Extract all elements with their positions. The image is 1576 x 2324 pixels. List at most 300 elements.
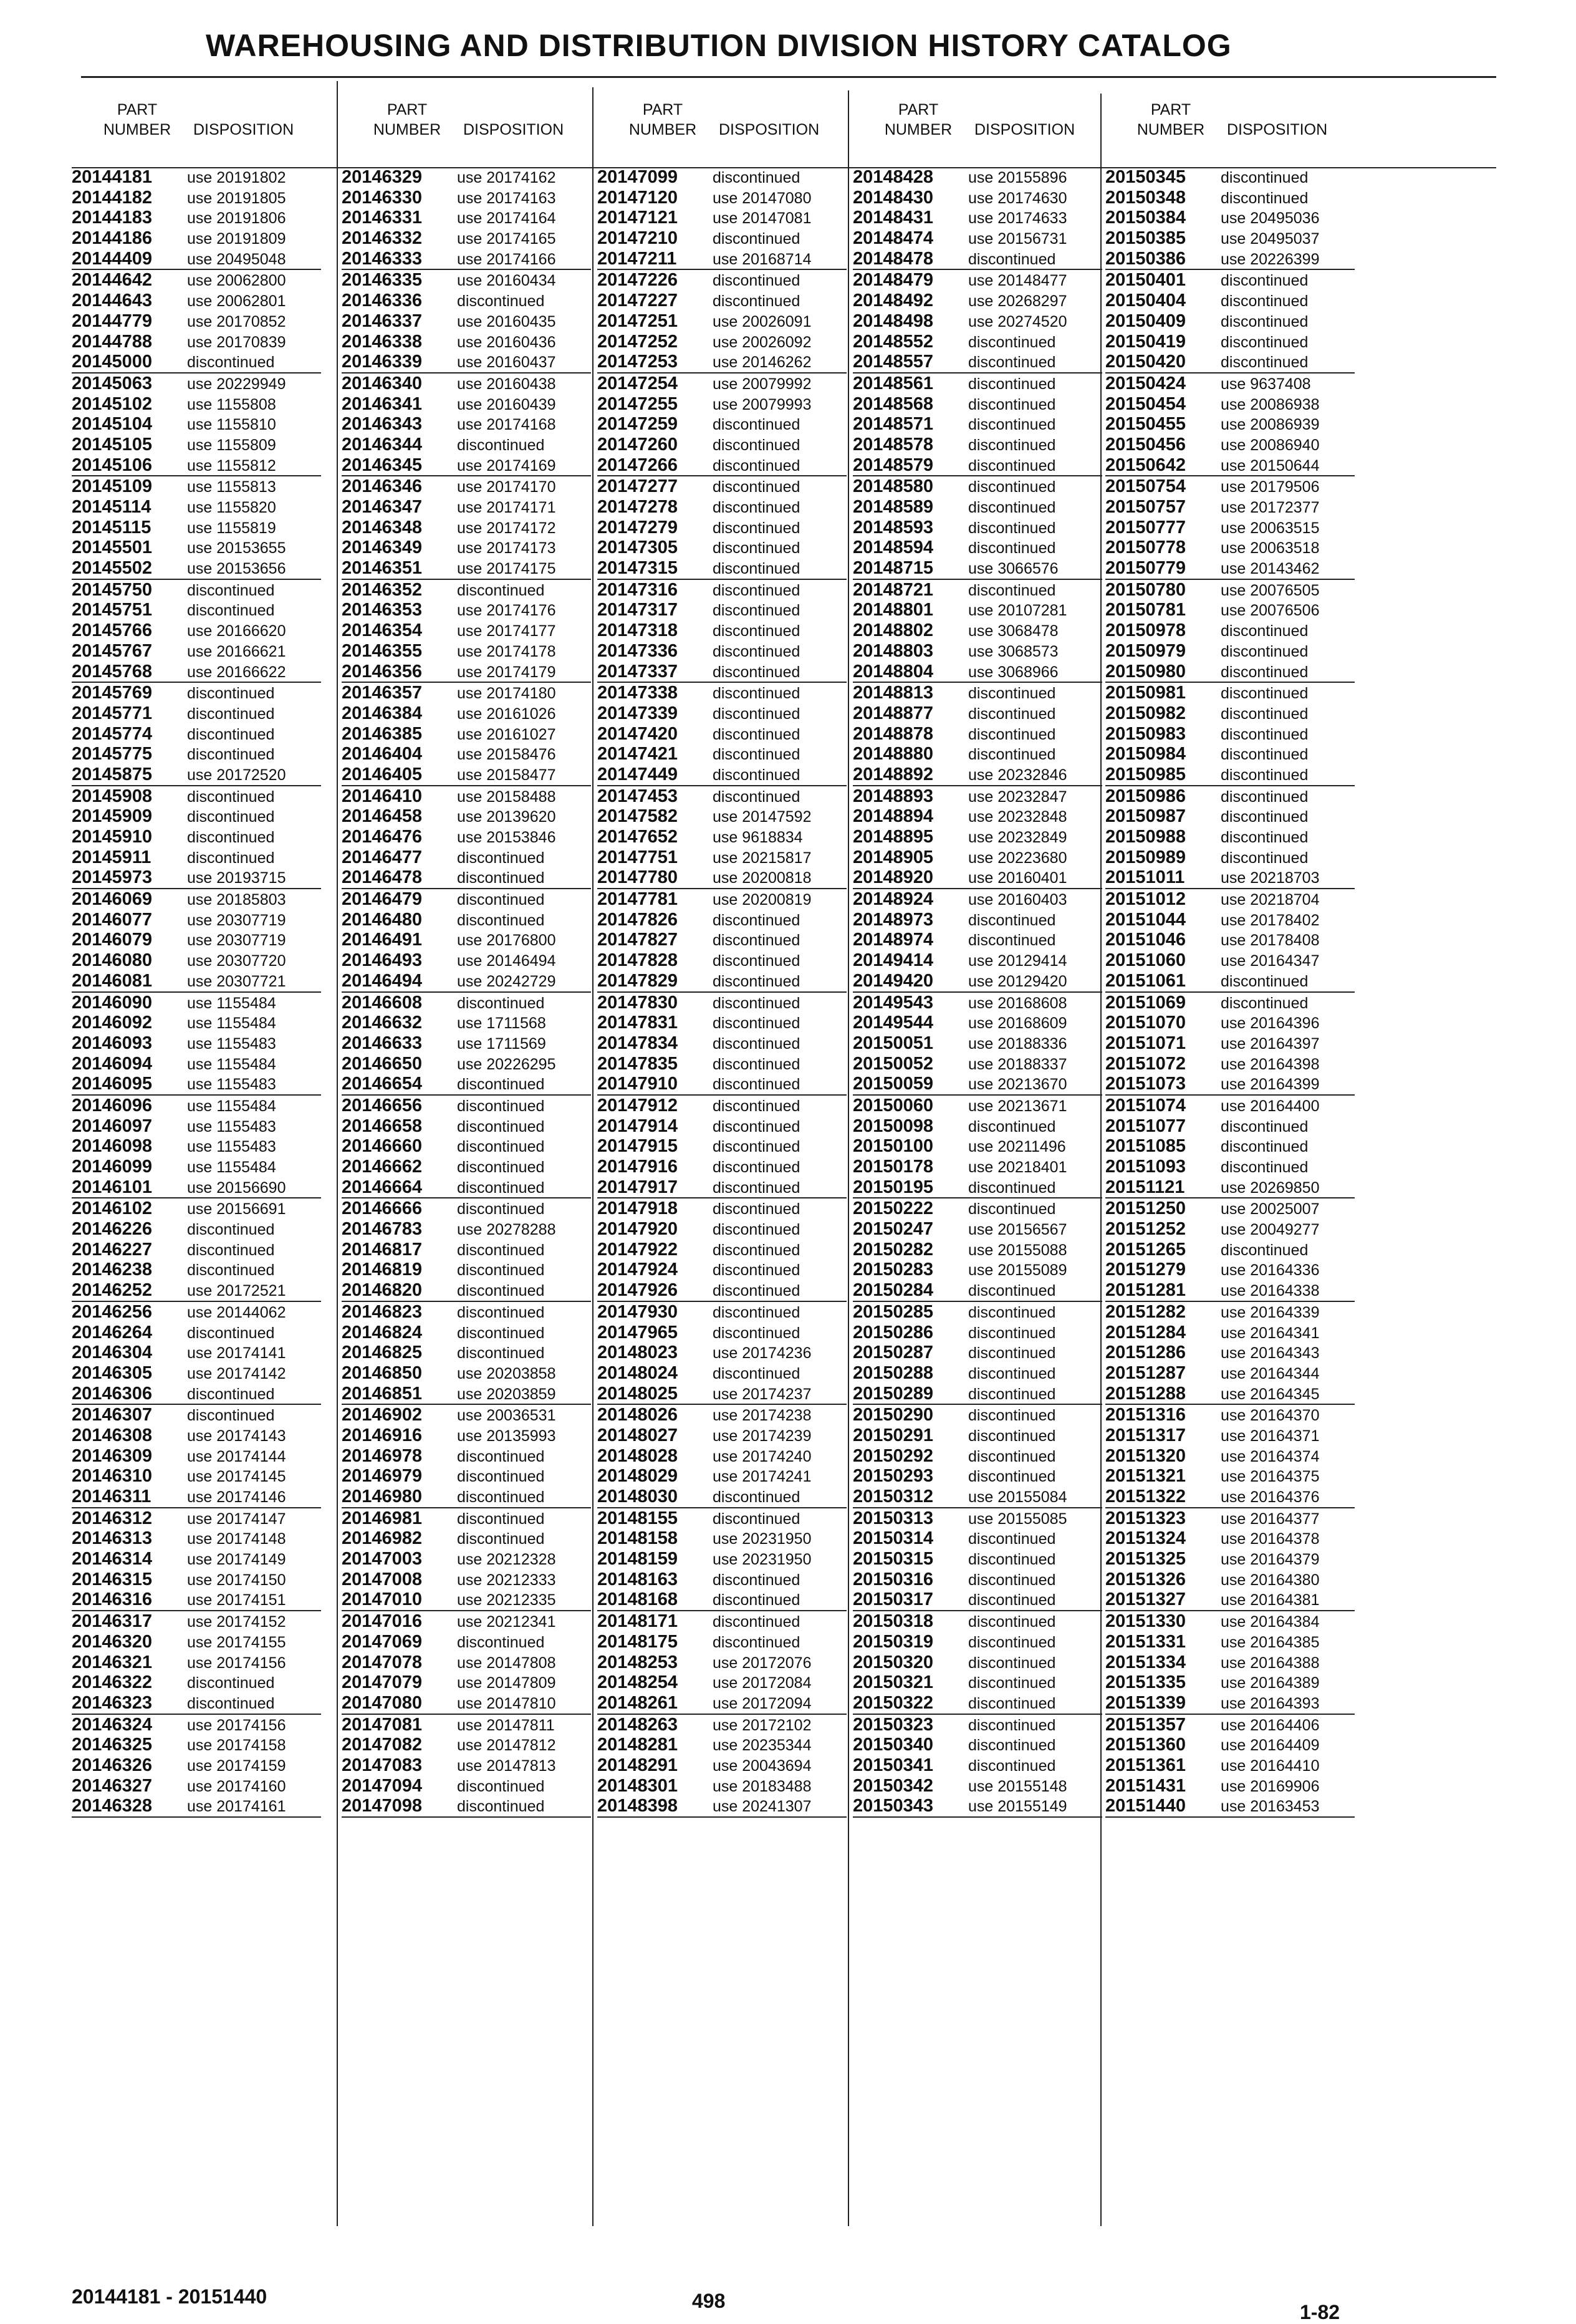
table-row [853,806,1102,827]
table-row [853,744,1102,764]
table-row [72,558,321,580]
part-number: 20146099 [72,1157,153,1177]
disposition: discontinued [968,1633,1056,1651]
disposition: discontinued [968,1674,1056,1692]
disposition: use 20129414 [968,952,1067,970]
table-row [853,910,1102,930]
disposition: use 20203859 [457,1385,556,1403]
part-number: 20147922 [597,1239,678,1260]
disposition: use 20174144 [187,1447,286,1465]
part-number: 20148578 [853,434,934,455]
disposition: discontinued [713,272,800,290]
table-row [1105,414,1355,435]
disposition: discontinued [187,1241,275,1259]
table-row [72,1384,321,1405]
part-number: 20146825 [342,1343,423,1363]
table-row [853,497,1102,518]
table-row [597,1096,847,1116]
disposition: discontinued [187,829,275,846]
disposition: discontinued [457,1530,545,1548]
part-number: 20151061 [1105,970,1186,991]
part-number: 20151361 [1105,1755,1186,1775]
table-row [853,352,1102,374]
disposition: discontinued [1221,663,1309,681]
column-header [853,100,1102,168]
disposition: discontinued [713,1138,800,1156]
part-number: 20148589 [853,497,934,517]
table-row [1105,867,1355,889]
disposition: discontinued [457,869,545,887]
disposition: use 20139620 [457,808,556,826]
column-header [597,100,847,168]
disposition: use 20153656 [187,560,286,578]
disposition: use 20168608 [968,994,1067,1012]
part-number: 20150455 [1105,414,1186,435]
part-number: 20147449 [597,764,678,784]
part-number: 20148028 [597,1445,678,1466]
table-row [72,1343,321,1363]
table-row [342,724,591,745]
part-number: 20150757 [1105,497,1186,517]
disposition: discontinued [713,972,800,990]
disposition-heading: DISPOSITION [1227,121,1328,138]
part-number: 20146656 [342,1095,423,1116]
part-number: 20151060 [1105,950,1186,971]
disposition: discontinued [457,1447,545,1465]
part-heading-line1: PART [1150,101,1191,118]
part-number: 20146658 [342,1116,423,1136]
table-row [1105,1219,1355,1240]
table-row [342,1755,591,1776]
part-number: 20144788 [72,331,153,352]
part-number: 20148877 [853,703,934,723]
disposition: use 20307721 [187,972,286,990]
table-row [853,1136,1102,1157]
disposition: use 20174147 [187,1510,286,1528]
disposition: discontinued [713,766,800,784]
disposition: use 1155819 [187,519,276,537]
table-row [72,662,321,683]
disposition: use 1155483 [187,1138,276,1156]
table-row [853,435,1102,455]
table-row [72,1569,321,1590]
part-number: 20150340 [853,1735,934,1755]
table-row [342,1198,591,1219]
part-number: 20150316 [853,1569,934,1589]
part-number: 20150178 [853,1157,934,1177]
disposition: use 20174152 [187,1613,286,1631]
disposition: discontinued [713,705,800,723]
table-row [1105,1466,1355,1487]
disposition: discontinued [968,1407,1056,1425]
part-number: 20146478 [342,867,423,888]
part-number: 20146352 [342,579,423,600]
table-row [853,1343,1102,1363]
part-number: 20148802 [853,620,934,641]
disposition: use 20164344 [1221,1364,1320,1382]
disposition: discontinued [457,436,545,454]
part-number: 20146308 [72,1425,153,1445]
disposition: use 20160436 [457,333,556,351]
table-row [853,1033,1102,1054]
table-row [342,1652,591,1673]
table-row [597,167,847,188]
table-row [1105,744,1355,764]
disposition: use 20163453 [1221,1798,1320,1816]
part-number: 20146077 [72,909,153,930]
part-number: 20151357 [1105,1714,1186,1735]
part-number: 20151316 [1105,1405,1186,1425]
table-row [342,1363,591,1384]
disposition: discontinued [187,1674,275,1692]
disposition: use 20269850 [1221,1179,1320,1197]
table-row [342,558,591,580]
table-row [853,455,1102,477]
disposition: use 20079992 [713,375,812,393]
disposition: use 20203858 [457,1364,556,1382]
disposition: use 20147813 [457,1757,556,1775]
part-number: 20150401 [1105,270,1186,291]
table-row [853,1652,1102,1673]
table-row [597,683,847,703]
disposition: use 20143462 [1221,560,1320,578]
disposition: use 20107281 [968,602,1067,620]
part-number: 20151265 [1105,1239,1186,1260]
part-number: 20146081 [72,970,153,991]
part-number: 20150778 [1105,538,1186,558]
table-row [1105,1302,1355,1323]
disposition: discontinued [457,1261,545,1280]
part-number: 20148479 [853,270,934,291]
part-number: 20148030 [597,1487,678,1507]
table-row [72,1054,321,1074]
disposition: use 20158476 [457,746,556,764]
table-row [597,971,847,993]
table-row [72,993,321,1013]
disposition: discontinued [713,1510,800,1528]
disposition: use 20174146 [187,1488,286,1506]
table-row [853,1240,1102,1260]
part-number: 20150341 [853,1755,934,1775]
part-number: 20146477 [342,847,423,867]
disposition: discontinued [713,1591,800,1609]
part-number: 20147914 [597,1116,678,1136]
disposition: use 20174158 [187,1737,286,1755]
disposition: discontinued [457,1097,545,1115]
part-number: 20146326 [72,1755,153,1775]
disposition: discontinued [457,1798,545,1816]
table-row [1105,249,1355,271]
disposition: use 20164389 [1221,1674,1320,1692]
part-number: 20146384 [342,703,423,723]
part-number: 20147920 [597,1219,678,1240]
part-number: 20145766 [72,620,153,641]
table-row [342,1013,591,1033]
table-row [342,600,591,620]
disposition: discontinued [1221,808,1309,826]
disposition: use 20076506 [1221,602,1320,620]
table-row [342,620,591,641]
disposition: use 20172094 [713,1694,812,1712]
table-row [853,889,1102,910]
table-row [342,414,591,435]
table-row [1105,538,1355,558]
part-number: 20151072 [1105,1053,1186,1074]
part-number: 20148895 [853,827,934,847]
table-row [597,1054,847,1074]
catalog-column [342,167,591,1818]
part-number: 20150988 [1105,827,1186,847]
table-row [1105,620,1355,641]
disposition: discontinued [713,1324,800,1342]
table-row [72,1755,321,1776]
disposition: use 20155085 [968,1510,1067,1528]
part-number: 20148498 [853,311,934,331]
disposition: use 20025007 [1221,1200,1320,1218]
part-number-heading [90,100,184,140]
disposition: discontinued [457,1324,545,1342]
part-number: 20148594 [853,538,934,558]
table-row [597,374,847,394]
disposition: use 20164384 [1221,1613,1320,1631]
disposition: discontinued [1221,1241,1309,1259]
part-number: 20150290 [853,1405,934,1425]
table-row [342,993,591,1013]
disposition: use 20160401 [968,869,1067,887]
table-row [1105,374,1355,394]
disposition: use 20147808 [457,1654,556,1672]
disposition: discontinued [713,1364,800,1382]
table-row [1105,910,1355,930]
disposition: use 20193715 [187,869,286,887]
disposition: use 1155484 [187,1097,276,1115]
table-row [597,270,847,291]
part-number: 20146079 [72,930,153,950]
table-row [342,1280,591,1302]
part-number: 20147259 [597,414,678,435]
table-row [342,1589,591,1611]
part-number: 20146311 [72,1487,151,1507]
part-number: 20150315 [853,1549,934,1569]
disposition: use 20164410 [1221,1757,1320,1775]
disposition: use 1155484 [187,1055,276,1073]
table-row [853,311,1102,332]
part-number: 20150981 [1105,683,1186,703]
column-header [72,100,321,168]
part-number: 20148920 [853,867,934,888]
table-row [1105,291,1355,311]
disposition: discontinued [457,1488,545,1506]
disposition: use 20174166 [457,250,556,268]
part-number: 20151044 [1105,909,1186,930]
part-number: 20145000 [72,352,153,372]
part-number: 20151339 [1105,1692,1186,1713]
disposition: use 20166622 [187,663,286,681]
table-row [1105,889,1355,910]
part-number: 20151325 [1105,1549,1186,1569]
part-number: 20151012 [1105,889,1186,910]
table-row [853,1054,1102,1074]
disposition: discontinued [968,1551,1056,1569]
part-number: 20146313 [72,1528,153,1549]
table-row [853,1116,1102,1137]
part-number: 20146329 [342,167,423,187]
part-heading-line1: PART [117,101,158,118]
table-row [72,332,321,352]
table-row [853,394,1102,415]
disposition: use 20160438 [457,375,556,393]
disposition: discontinued [968,1447,1056,1465]
table-row [1105,1425,1355,1446]
part-number: 20151360 [1105,1735,1186,1755]
table-row [72,1735,321,1755]
part-number: 20147260 [597,434,678,455]
part-number: 20150642 [1105,455,1186,475]
disposition: discontinued [1221,292,1309,311]
part-number: 20151282 [1105,1301,1186,1322]
disposition: discontinued [187,1261,275,1280]
table-row [597,1198,847,1219]
table-row [853,538,1102,558]
table-row [853,1735,1102,1755]
part-number: 20150754 [1105,476,1186,497]
table-row [72,1219,321,1240]
disposition: use 20164385 [1221,1633,1320,1651]
part-number: 20147010 [342,1589,423,1610]
disposition: discontinued [968,746,1056,764]
part-number: 20147826 [597,909,678,930]
part-number: 20148974 [853,930,934,950]
table-row [342,167,591,188]
table-row [1105,270,1355,291]
disposition: use 20188336 [968,1034,1067,1053]
disposition: discontinued [713,539,800,557]
table-row [597,1405,847,1425]
disposition: use 20174142 [187,1364,286,1382]
table-row [72,683,321,703]
disposition: discontinued [713,932,800,950]
table-row [72,497,321,518]
disposition: use 20174151 [187,1591,286,1609]
table-row [1105,558,1355,580]
part-number: 20145973 [72,867,153,888]
part-number: 20150314 [853,1528,934,1549]
part-number: 20147315 [597,558,678,579]
table-row [342,1384,591,1405]
disposition: use 20241307 [713,1798,812,1816]
disposition: discontinued [457,1076,545,1094]
table-row [72,744,321,764]
part-number: 20146080 [72,950,153,971]
part-number: 20146355 [342,640,423,661]
part-number: 20146227 [72,1239,153,1260]
table-row [342,1569,591,1590]
part-number: 20148158 [597,1528,678,1549]
disposition: discontinued [457,1633,545,1651]
part-number: 20145105 [72,434,153,455]
table-row [72,414,321,435]
part-number: 20147278 [597,497,678,517]
disposition: use 20169906 [1221,1777,1320,1795]
disposition: use 20232847 [968,788,1067,806]
disposition: use 20235344 [713,1737,812,1755]
table-row [72,1466,321,1487]
part-number: 20145768 [72,661,153,682]
part-number: 20151071 [1105,1033,1186,1053]
disposition: use 20172102 [713,1716,812,1734]
part-number: 20146339 [342,352,423,372]
disposition: use 20172084 [713,1674,812,1692]
part-number: 20146819 [342,1260,423,1280]
part-number: 20147211 [597,248,677,269]
table-row [597,827,847,847]
part-number: 20144642 [72,270,153,291]
disposition: use 20168714 [713,250,812,268]
table-row [342,1776,591,1796]
disposition: use 20147809 [457,1674,556,1692]
part-number: 20149420 [853,970,934,991]
table-row [597,188,847,208]
part-number: 20150288 [853,1362,934,1383]
part-number: 20146324 [72,1714,153,1735]
part-number: 20145775 [72,744,153,764]
table-row [1105,1528,1355,1549]
disposition: use 20079993 [713,395,812,413]
disposition: discontinued [968,519,1056,537]
part-number: 20150404 [1105,291,1186,311]
disposition: discontinued [713,1076,800,1094]
part-number: 20150420 [1105,352,1186,372]
disposition: discontinued [968,250,1056,268]
part-heading-line1: PART [387,101,428,118]
disposition: discontinued [1221,685,1309,703]
part-number: 20146664 [342,1177,423,1197]
disposition: use 20174239 [713,1427,812,1445]
table-row [72,352,321,374]
table-row [597,1446,847,1467]
part-number: 20148905 [853,847,934,867]
disposition: use 20174241 [713,1468,812,1486]
disposition: discontinued [457,849,545,867]
table-row [72,1302,321,1323]
table-row [72,476,321,497]
disposition: use 20174156 [187,1654,286,1672]
table-row [597,558,847,580]
table-row [1105,1755,1355,1776]
part-number: 20146385 [342,723,423,744]
disposition: discontinued [968,685,1056,703]
table-row [597,641,847,662]
table-row [342,1508,591,1529]
part-number: 20146252 [72,1280,153,1301]
table-row [853,1013,1102,1033]
disposition: use 20026091 [713,312,812,330]
disposition: use 20174162 [457,169,556,186]
table-row [597,950,847,971]
table-row [853,1672,1102,1693]
part-number: 20151335 [1105,1672,1186,1693]
table-row [597,1466,847,1487]
disposition: use 20178408 [1221,932,1320,950]
part-number: 20146341 [342,393,423,414]
disposition: use 20164338 [1221,1282,1320,1300]
part-number: 20144779 [72,311,153,331]
table-row [597,538,847,558]
table-row [853,620,1102,641]
disposition: discontinued [713,685,800,703]
catalog-column [853,167,1102,1818]
part-number: 20150384 [1105,208,1186,228]
